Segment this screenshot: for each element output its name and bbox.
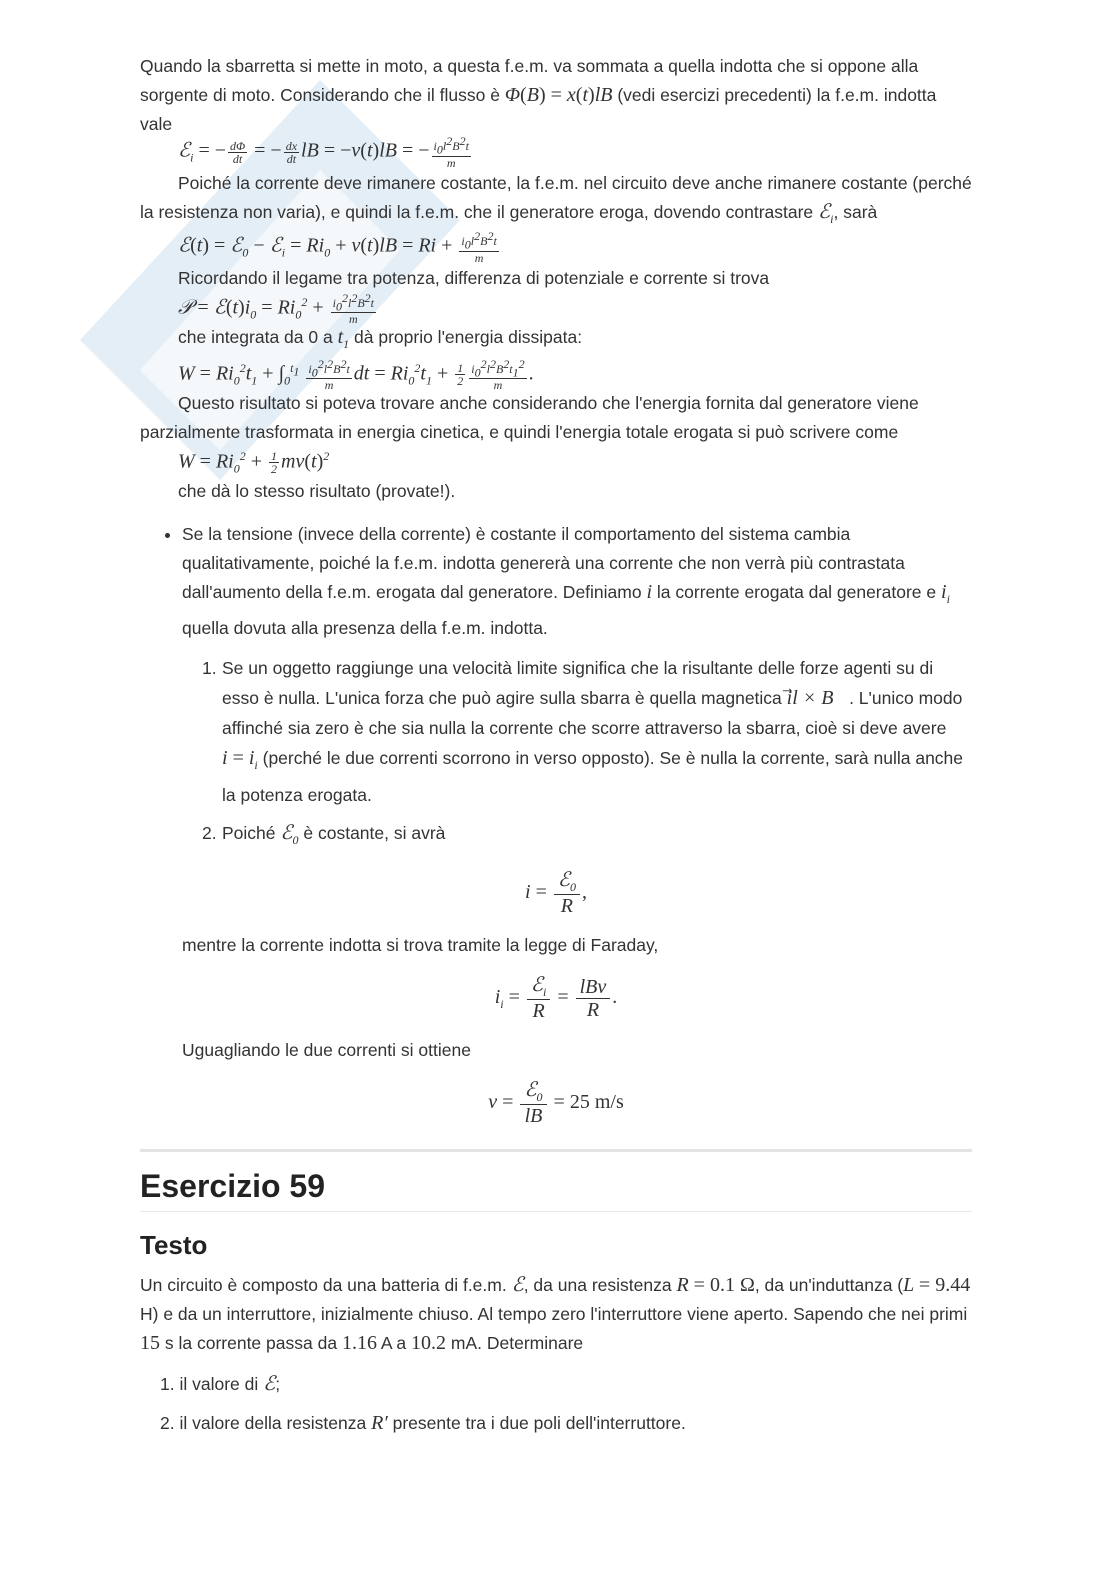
formula-velocity: v = $\frac{ℰ_0}{lB}$ = 25 m/s: [488, 1079, 624, 1127]
formula-power: 𝒫 = $ℰ(t)i_0 = Ri_0^2$ + $\frac{i_0^2l^2B^2t}{m}$: [178, 291, 374, 327]
paragraph-faraday: mentre la corrente indotta si trova tramite la legge di Faraday,: [182, 935, 659, 955]
formula-emf-t: ℰ(t) = ℰ$_0$ − ℰ$_i$ = $Ri_0 + v(t)lB = Ri$ + $\frac{i_0l^2B^2t}{m}$: [178, 229, 497, 265]
step-2: 2. Poiché ℰ$_0$ è costante, si avrà: [202, 822, 446, 847]
question-2: 2. il valore della resistenza R′ presente tra i due poli dell'interruttore.: [160, 1412, 686, 1434]
paragraph-integrated: che integrata da 0 a $t_1$ dà proprio l'energia dissipata:: [178, 326, 583, 351]
exercise-title: Esercizio 59: [140, 1168, 972, 1212]
paragraph-constant-current: Poiché la corrente deve rimanere costante, la f.e.m. nel circuito deve anche rimanere costante (perché la resistenza non varia), e quindi la f.e.m. che il generatore eroga, dovendo contrastare ℰ$_i$, sarà: [140, 173, 972, 226]
paragraph-equal-currents: Uguagliando le due correnti si ottiene: [182, 1040, 471, 1060]
formula-energy: $W = Ri_0^2t_1 + \int_0^{t_1}$ $\frac{i_0^2l^2B^2t}{m}$ dt = $Ri_0^2t_1$ + $\frac{1}{2}$ $\frac{i_0^2l^2B^2t_1^2}{m}$ .: [178, 357, 534, 393]
exercise-subtitle: Testo: [140, 1230, 208, 1260]
document-page: [140, 52, 972, 1448]
paragraph-power-link: Ricordando il legame tra potenza, differenza di potenziale e corrente si trova: [178, 268, 770, 288]
exercise-text: Un circuito è composto da una batteria di f.e.m. ℰ, da una resistenza R = 0.1 Ω, da un'induttanza (L = 9.44 H) e da un interruttore, inizialmente chiuso. Al tempo zero l'interruttore viene aperto. Sapendo che nei primi 15 s la corrente passa da 1.16 A a 10.2 mA. Determinare: [140, 1274, 971, 1354]
paragraph-kinetic: Questo risultato si poteva trovare anche considerando che l'energia fornita dal generatore viene parzialmente trasformata in energia cinetica, e quindi l'energia totale erogata si può scrivere come: [140, 393, 919, 442]
bullet-list: [140, 520, 972, 643]
intro-paragraph: Quando la sbarretta si mette in moto, a questa f.e.m. va sommata a quella indotta che si oppone alla sorgente di moto. Considerando che il flusso è Φ(B) = x(t)lB (vedi esercizi precedenti) la f.e.m. indotta vale: [140, 56, 937, 134]
question-1: 1. il valore di ℰ;: [160, 1373, 281, 1395]
bullet-constant-voltage: • Se la tensione (invece della corrente) è costante il comportamento del sistema cambia qualitativamente, poiché la f.e.m. indotta genererà una corrente che non verrà più contrastata dall'aumento della f.e.m. erogata dal generatore. Definiamo i la corrente erogata dal generatore e $i_i$ quella dovuta alla presenza della f.e.m. indotta.: [182, 520, 972, 643]
formula-total-energy: $W = Ri_0^2$ + $\frac{1}{2}$ $mv(t)^2$: [178, 448, 330, 477]
steps-list: [140, 653, 972, 855]
formula-current-i: i = $\frac{ℰ_0}{R}$ ,: [525, 869, 587, 917]
formula-induced-current: $i_i$ = $\frac{ℰ_i}{R}$ = $\frac{\text{lBv}}{R}$ .: [494, 974, 618, 1022]
question-list: [140, 1370, 972, 1438]
paragraph-same-result: che dà lo stesso risultato (provate!).: [178, 481, 456, 501]
step-1: 1. Se un oggetto raggiunge una velocità limite significa che la risultante delle forze agenti su di esso è nulla. L'unica forza che può agire sulla sbarra è quella magnetica il × B⃗. L'unico modo affinché sia zero è che sia nulla la corrente che scorre attraverso la sbarra, cioè si deve avere $i = i_i$ (perché le due correnti scorrono in verso opposto). Se è nulla la corrente, sarà nulla anche la potenza erogata.: [202, 658, 964, 805]
section-divider: [140, 1149, 972, 1152]
formula-induced-emf: ℰ$_i$ = − $\frac{d\Phi}{dt}$ = − $\frac{dx}{dt}$ lB = −v(t)lB = − $\frac{i_0l^2B^2t}{m}$: [178, 134, 469, 170]
